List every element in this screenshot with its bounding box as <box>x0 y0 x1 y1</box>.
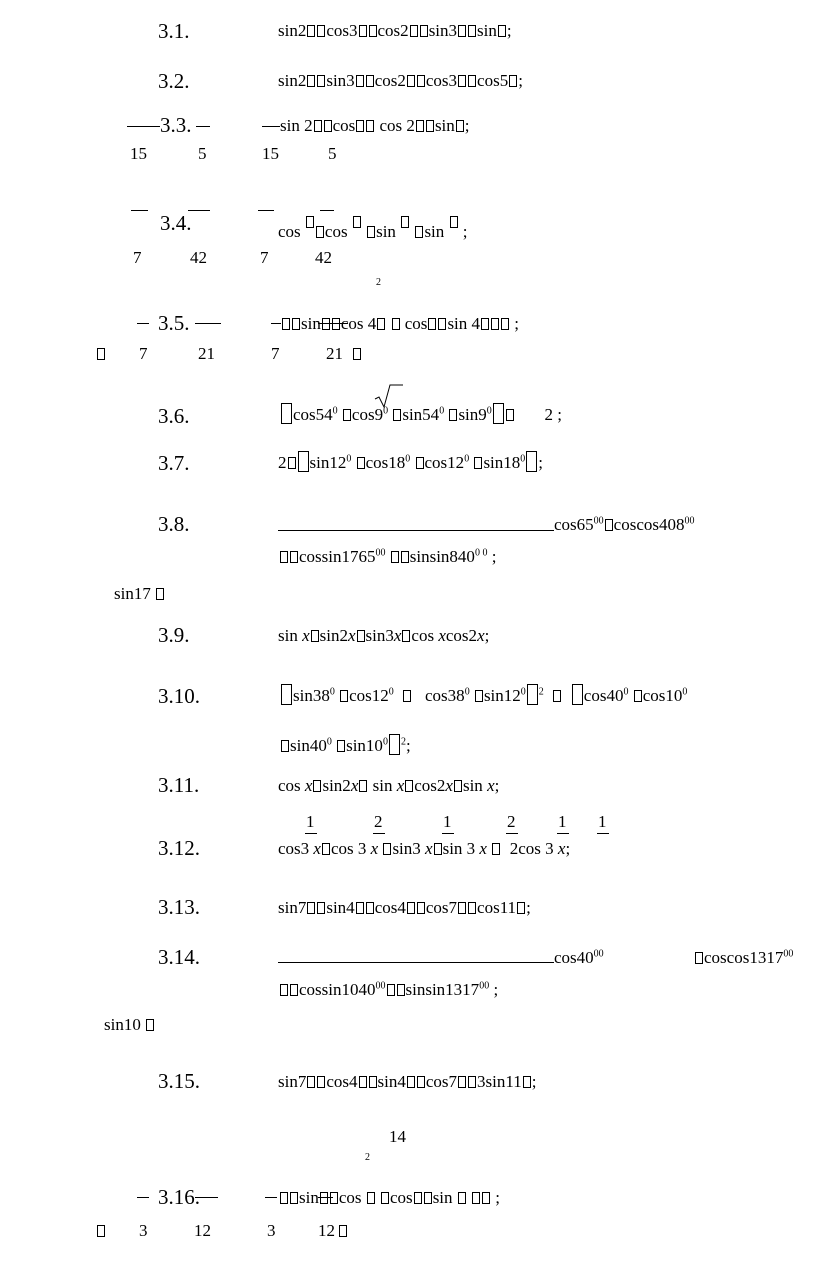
denominator: 7 <box>133 248 142 267</box>
expression: sin cos 4 cos sin 4 ; <box>281 315 519 332</box>
problem-number: 3.11. <box>158 773 200 797</box>
denominator: 12 <box>194 1221 211 1240</box>
denominator: 21 <box>198 344 215 363</box>
denominator: 5 <box>328 144 337 163</box>
bracket <box>338 1222 348 1239</box>
bracket <box>352 345 362 362</box>
expression: sin7 sin4 cos4 cos7 cos11 ; <box>278 898 531 917</box>
denominator: 15 <box>130 144 147 163</box>
problem-number: 3.14. <box>158 945 200 969</box>
expression: sin 2 cos cos 2 sin ; <box>280 116 470 135</box>
problem-number: 3.10. <box>158 684 200 708</box>
numerator: 1 <box>306 812 315 831</box>
problem-number: 3.9. <box>158 623 190 647</box>
denominator: 42 <box>190 248 207 267</box>
problem-number: 3.16. <box>158 1185 200 1209</box>
expression: $\cos 54^0$ $\cos 9^0$ $\sin 54^0$ $\sin 9^0$ 2 ; <box>280 403 562 424</box>
denominator: 15 <box>262 144 279 163</box>
denominator: 7 <box>139 344 148 363</box>
denominator: 7 <box>260 248 269 267</box>
expression: sin cos cos sin ; <box>279 1189 500 1206</box>
expression-top2: coscos1317$^{00}$ <box>694 949 793 966</box>
expression-bottom: cossin1765$^{00}$ $sinsin840^{0 0}$ ; <box>279 548 496 565</box>
problem-number: 3.2. <box>158 69 190 93</box>
bracket <box>96 1222 106 1239</box>
bracket <box>96 345 106 362</box>
problem-number: 3.12. <box>158 836 200 860</box>
problem-number: 3.5. <box>158 311 190 335</box>
expression-bottom: cossin1040$^{00}$ sinsin1317$^{00}$ ; <box>279 981 498 998</box>
denominator: 12 <box>318 1221 335 1240</box>
denominator: 7 <box>271 344 280 363</box>
expression: sin7 cos4 sin4 cos7 3sin11 ; <box>278 1072 537 1091</box>
problem-number: 3.7. <box>158 451 190 475</box>
page-mark: 2 <box>376 277 381 288</box>
denominator: 21 <box>326 344 343 363</box>
denominator: 3 <box>267 1221 276 1240</box>
problem-number: 3.4. <box>160 211 192 235</box>
denominator: 42 <box>315 248 332 267</box>
expression-top: $\cos 65^{00}$ $coscos408^{00}$ <box>554 515 695 534</box>
problem-number: 3.6. <box>158 404 190 428</box>
page-number: 14 <box>389 1127 406 1146</box>
expression-left: sin10 <box>104 1016 155 1033</box>
expression: cos x sin2x sin x cos2x sin x; <box>278 776 500 795</box>
numerator: 1 <box>443 812 452 831</box>
denominator: 5 <box>198 144 207 163</box>
problem-number: 3.8. <box>158 512 190 536</box>
numerator: 1 <box>558 812 567 831</box>
expression: cos cos sin sin ; <box>278 216 468 240</box>
numerator: 2 <box>374 812 383 831</box>
expression: sin2 cos3 cos2 sin3 sin ; <box>278 21 512 40</box>
expression: sin2 sin3 cos2 cos3 cos5 ; <box>278 71 523 90</box>
expression-line2: $\sin 40^0$ $\sin 10^0$ $^2$; <box>280 734 411 755</box>
expression: 2 $\sin 12^0$ $\cos 18^0$ $\cos 12^0$ $\sin 18^0$ ; <box>278 453 544 472</box>
problem-number: 3.15. <box>158 1069 200 1093</box>
problem-number: 3.3. <box>160 113 192 137</box>
problem-number: 3.1. <box>158 19 190 43</box>
numerator: 1 <box>598 812 607 831</box>
numerator: 2 <box>507 812 516 831</box>
problem-number: 3.13. <box>158 895 200 919</box>
expression: cos3 x cos 3 x sin3 x sin 3 x 2cos 3 x; <box>278 839 571 858</box>
expression: sin x sin2x sin3x cos xcos2x; <box>278 626 490 645</box>
expression: $\sin 38^0$ $\cos 12^0$ $\cos 38^0$ $\sin 12^0$ $^2$ $\cos 40^0$ $\cos 10^0$ <box>280 684 687 705</box>
page-mark: 2 <box>365 1152 370 1163</box>
denominator: 3 <box>139 1221 148 1240</box>
expression-top: $\cos 40^{00}$ <box>554 948 604 967</box>
expression-left: sin17 <box>114 585 165 602</box>
